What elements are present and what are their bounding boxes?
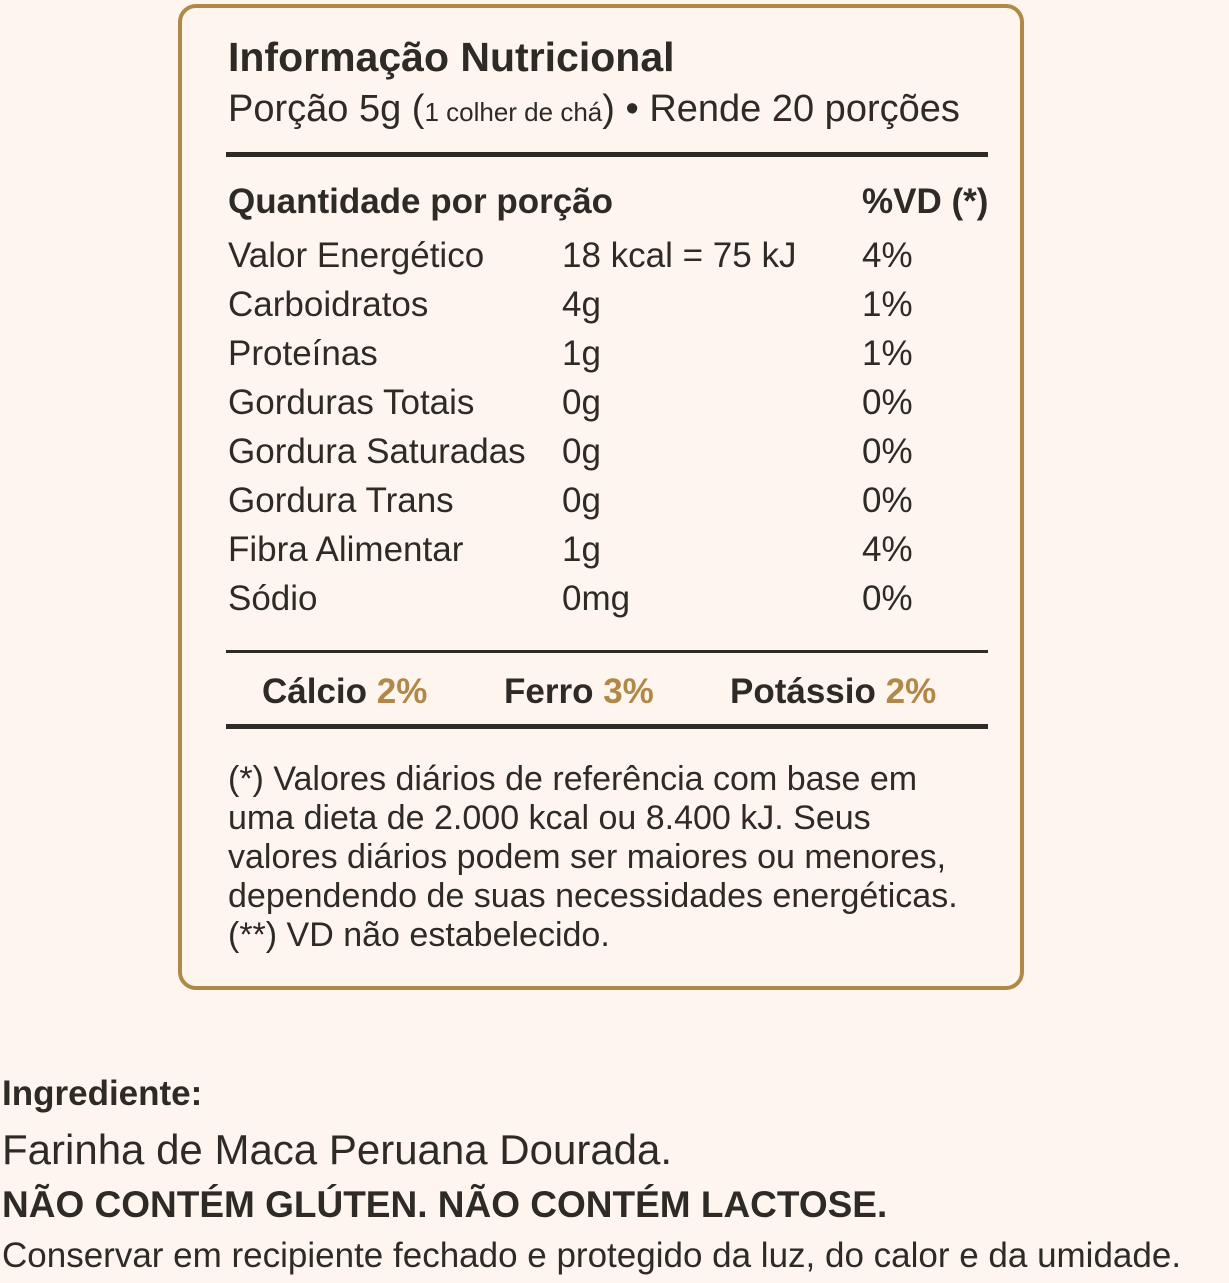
nutrient-dv: 1% xyxy=(862,334,913,373)
serving-small: 1 colher de chá xyxy=(424,97,603,127)
nutrient-name: Proteínas xyxy=(228,334,378,373)
nutrient-name: Sódio xyxy=(228,579,318,618)
nutrient-row xyxy=(228,432,988,480)
nutrient-amount: 0g xyxy=(562,432,601,471)
ingredients-label: Ingrediente: xyxy=(2,1074,203,1113)
serving-rest: • Rende 20 porções xyxy=(614,88,960,130)
nutrient-dv: 0% xyxy=(862,579,913,618)
ingredients-text: Farinha de Maca Peruana Dourada. xyxy=(2,1126,673,1173)
allergen-warning: NÃO CONTÉM GLÚTEN. NÃO CONTÉM LACTOSE. xyxy=(2,1184,888,1225)
serving-close: ) xyxy=(602,88,615,130)
nutrition-title: Informação Nutricional xyxy=(228,34,675,80)
nutrient-row xyxy=(228,383,988,431)
top-divider xyxy=(226,152,988,157)
header-dv: %VD (*) xyxy=(862,182,989,221)
mineral-iron xyxy=(504,672,654,712)
nutrient-dv: 1% xyxy=(862,285,913,324)
nutrient-dv: 0% xyxy=(862,432,913,471)
mineral-calcium xyxy=(262,672,427,712)
nutrient-amount: 0mg xyxy=(562,579,631,618)
nutrient-name: Gordura Saturadas xyxy=(228,432,526,471)
nutrient-row xyxy=(228,236,988,284)
nutrient-row xyxy=(228,285,988,333)
nutrient-name: Carboidratos xyxy=(228,285,429,324)
nutrient-row xyxy=(228,579,988,627)
nutrient-dv: 0% xyxy=(862,383,913,422)
mineral-name: Cálcio xyxy=(262,672,368,711)
nutrient-amount: 0g xyxy=(562,383,601,422)
serving-main: Porção 5g ( xyxy=(228,88,425,130)
nutrient-amount: 0g xyxy=(562,481,601,520)
nutrient-amount: 1g xyxy=(562,530,601,569)
mineral-potassium xyxy=(730,672,936,712)
mineral-pct: 2% xyxy=(376,672,428,711)
nutrient-name: Gorduras Totais xyxy=(228,383,475,422)
serving-info xyxy=(228,88,960,131)
mineral-name: Ferro xyxy=(504,672,594,711)
footnote: (*) Valores diários de referência com base em uma dieta de 2.000 kcal ou 8.400 kJ. Seus valores diários podem ser maiores ou menores, dependendo de suas necessidades energéticas. (**) VD não estabelecido. xyxy=(228,760,958,954)
nutrition-facts-panel xyxy=(178,4,1024,990)
nutrient-row xyxy=(228,334,988,382)
nutrient-name: Gordura Trans xyxy=(228,481,454,520)
nutrient-amount: 18 kcal = 75 kJ xyxy=(562,236,797,275)
nutrient-dv: 4% xyxy=(862,236,913,275)
nutrient-dv: 0% xyxy=(862,481,913,520)
storage-instructions: Conservar em recipiente fechado e protegido da luz, do calor e da umidade. xyxy=(2,1236,1182,1275)
nutrient-row xyxy=(228,481,988,529)
nutrient-amount: 4g xyxy=(562,285,601,324)
nutrient-row xyxy=(228,530,988,578)
mineral-name: Potássio xyxy=(730,672,876,711)
mineral-pct: 2% xyxy=(885,672,937,711)
nutrient-amount: 1g xyxy=(562,334,601,373)
mineral-pct: 3% xyxy=(603,672,654,711)
minerals-bottom-divider xyxy=(226,724,988,729)
nutrient-dv: 4% xyxy=(862,530,913,569)
nutrient-name: Valor Energético xyxy=(228,236,485,275)
nutrient-name: Fibra Alimentar xyxy=(228,530,464,569)
header-quantity: Quantidade por porção xyxy=(228,182,614,221)
minerals-top-divider xyxy=(226,650,988,653)
